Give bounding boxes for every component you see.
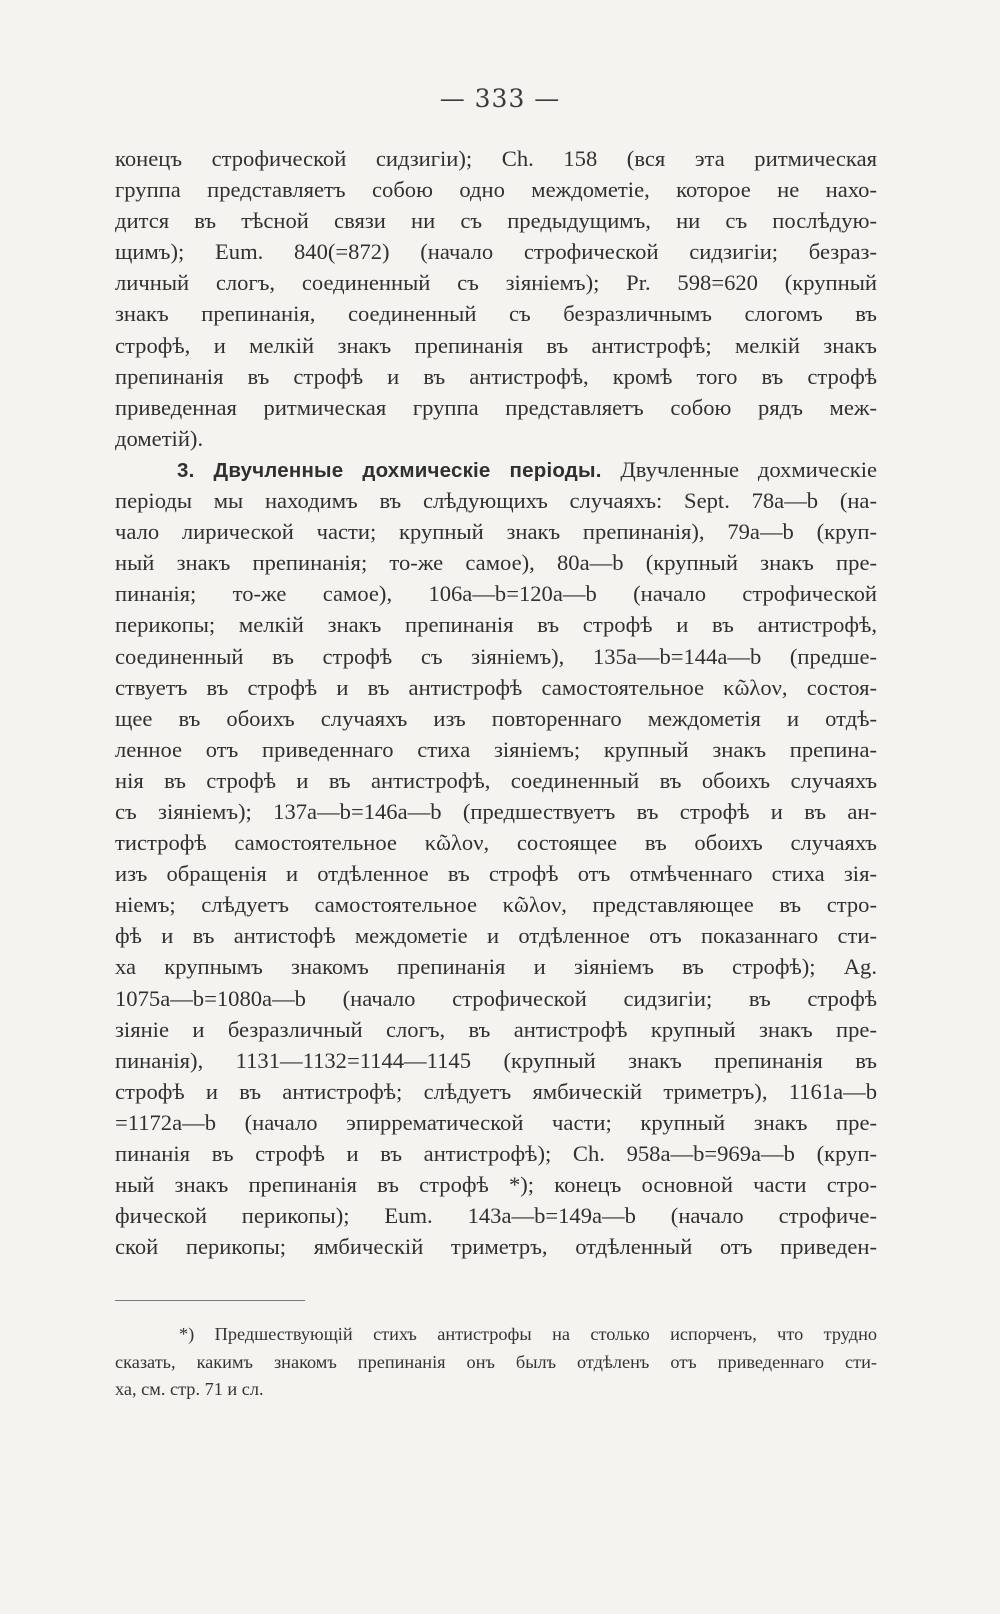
text-line — [115, 734, 877, 765]
text-line — [115, 1107, 877, 1138]
text-line — [115, 267, 877, 298]
text-line — [115, 454, 877, 485]
text-line — [115, 1169, 877, 1200]
text-line-text: нія въ строфѣ и въ антистрофѣ, соединенный въ обоихъ случаяхъ — [115, 767, 877, 793]
text-line — [115, 1138, 877, 1169]
text-line — [115, 1045, 877, 1076]
text-line — [115, 1014, 877, 1045]
main-text — [115, 143, 877, 1262]
text-line-text: чало лирической части; крупный знакъ препинанія), 79a—b (круп- — [115, 519, 877, 545]
text-line — [115, 672, 877, 703]
section-heading: 3. Двучленные дохмическіе періоды. — [177, 458, 602, 482]
text-line-text: соединенный въ строфѣ съ зіяніемъ), 135a—b=144a—b (предше- — [115, 643, 877, 669]
text-line — [115, 485, 877, 516]
text-line-text: ніемъ; слѣдуетъ самостоятельное κῶλον, представляющее въ стро- — [115, 892, 877, 918]
text-line-text: зіяніе и безразличный слогъ, въ антистрофѣ крупный знакъ пре- — [115, 1016, 877, 1042]
text-line — [115, 1200, 877, 1231]
text-line — [115, 578, 877, 609]
text-line-text: періоды мы находимъ въ слѣдующихъ случаяхъ: Sept. 78a—b (на- — [115, 488, 877, 514]
text-line — [115, 143, 877, 174]
footnote-line — [115, 1349, 877, 1377]
text-line-text: Двучленные дохмическіе — [601, 456, 878, 482]
text-line-text: щимъ); Eum. 840(=872) (начало строфической сидзигіи; безраз- — [115, 239, 877, 265]
text-line-text: перикопы; мелкій знакъ препинанія въ строфѣ и въ антистрофѣ, — [115, 612, 877, 638]
text-line-text: дометій). — [115, 425, 204, 451]
text-line-text: ный знакъ препинанія; то-же самое), 80a—b (крупный знакъ пре- — [115, 550, 877, 576]
text-line-text: дится въ тѣсной связи ни съ предыдущимъ, ни съ послѣдую- — [115, 208, 877, 234]
footnote-line — [115, 1376, 877, 1404]
text-line — [115, 547, 877, 578]
text-line-text: изъ обращенія и отдѣленное въ строфѣ отъ отмѣченнаго стиха зія- — [115, 861, 877, 887]
text-line — [115, 330, 877, 361]
text-line — [115, 796, 877, 827]
text-line — [115, 1231, 877, 1262]
footnote-line-text: *) Предшествующій стихъ антистрофы на столько испорченъ, что трудно — [179, 1324, 877, 1344]
text-line-text: приведенная ритмическая группа представляетъ собою рядъ меж- — [115, 394, 877, 420]
text-line — [115, 298, 877, 329]
text-line — [115, 236, 877, 267]
text-line — [115, 641, 877, 672]
text-line — [115, 174, 877, 205]
text-line-text: строфѣ и въ антистрофѣ; слѣдуетъ ямбическій триметръ), 1161a—b — [115, 1078, 877, 1104]
text-line-text: пинанія), 1131—1132=1144—1145 (крупный знакъ препинанія въ — [115, 1047, 877, 1073]
text-line-text: ствуетъ въ строфѣ и въ антистрофѣ самостоятельное κῶλον, состоя- — [115, 674, 877, 700]
text-line-text: фической перикопы); Eum. 143a—b=149a—b (начало строфиче- — [115, 1203, 877, 1229]
text-line-text: ха крупнымъ знакомъ препинанія и зіяніемъ въ строфѣ); Ag. — [115, 954, 877, 980]
text-line — [115, 392, 877, 423]
text-line — [115, 423, 877, 454]
text-line-text: группа представляетъ собою одно междометіе, которое не нахо- — [115, 177, 877, 203]
footnote-line — [115, 1321, 877, 1349]
footnote — [115, 1321, 877, 1404]
text-line — [115, 609, 877, 640]
text-line — [115, 205, 877, 236]
text-line-text: знакъ препинанія, соединенный съ безразличнымъ слогомъ въ — [115, 301, 877, 327]
text-line — [115, 765, 877, 796]
footnote-line-text: сказать, какимъ знакомъ препинанія онъ былъ отдѣленъ отъ приведеннаго сти- — [115, 1351, 877, 1372]
text-line-text: 1075a—b=1080a—b (начало строфической сидзигіи; въ строфѣ — [115, 985, 877, 1011]
text-line-text: фѣ и въ антистофѣ междометіе и отдѣленное отъ показаннаго сти- — [115, 923, 877, 949]
text-line-text: ленное отъ приведеннаго стиха зіяніемъ; крупный знакъ препина- — [115, 736, 877, 762]
text-line-text: препинанія въ строфѣ и въ антистрофѣ, кромѣ того въ строфѣ — [115, 363, 877, 389]
text-line-text: строфѣ, и мелкій знакъ препинанія въ антистрофѣ; мелкій знакъ — [115, 332, 877, 358]
text-line-text: ный знакъ препинанія въ строфѣ *); конецъ основной части стро- — [115, 1172, 877, 1198]
text-line — [115, 361, 877, 392]
text-line — [115, 951, 877, 982]
text-line-text: личный слогъ, соединенный съ зіяніемъ); Pr. 598=620 (крупный — [115, 270, 877, 296]
text-line — [115, 1076, 877, 1107]
text-line — [115, 858, 877, 889]
text-line — [115, 920, 877, 951]
text-line — [115, 983, 877, 1014]
text-line-text: тистрофѣ самостоятельное κῶλον, состоящее въ обоихъ случаяхъ — [115, 830, 877, 856]
text-line — [115, 889, 877, 920]
footnote-line-text: ха, см. стр. 71 и сл. — [115, 1379, 264, 1399]
text-line-text: щее въ обоихъ случаяхъ изъ повтореннаго междометія и отдѣ- — [115, 705, 877, 731]
page-number: — 333 — — [439, 84, 561, 113]
text-line-text: =1172a—b (начало эпиррематической части; крупный знакъ пре- — [115, 1109, 877, 1135]
text-line-text: ской перикопы; ямбическій триметръ, отдѣленный отъ приведен- — [115, 1234, 877, 1260]
text-line-text: пинанія; то-же самое), 106a—b=120a—b (начало строфической — [115, 581, 877, 607]
text-line-text: съ зіяніемъ); 137a—b=146a—b (предшествуетъ въ строфѣ и въ ан- — [115, 798, 877, 824]
text-line — [115, 827, 877, 858]
text-line — [115, 516, 877, 547]
text-line-text: пинанія въ строфѣ и въ антистрофѣ); Ch. 958a—b=969a—b (круп- — [115, 1141, 877, 1166]
footnote-rule — [115, 1300, 305, 1301]
text-line-text: конецъ строфической сидзигіи); Ch. 158 (вся эта ритмическая — [115, 146, 877, 171]
text-line — [115, 703, 877, 734]
